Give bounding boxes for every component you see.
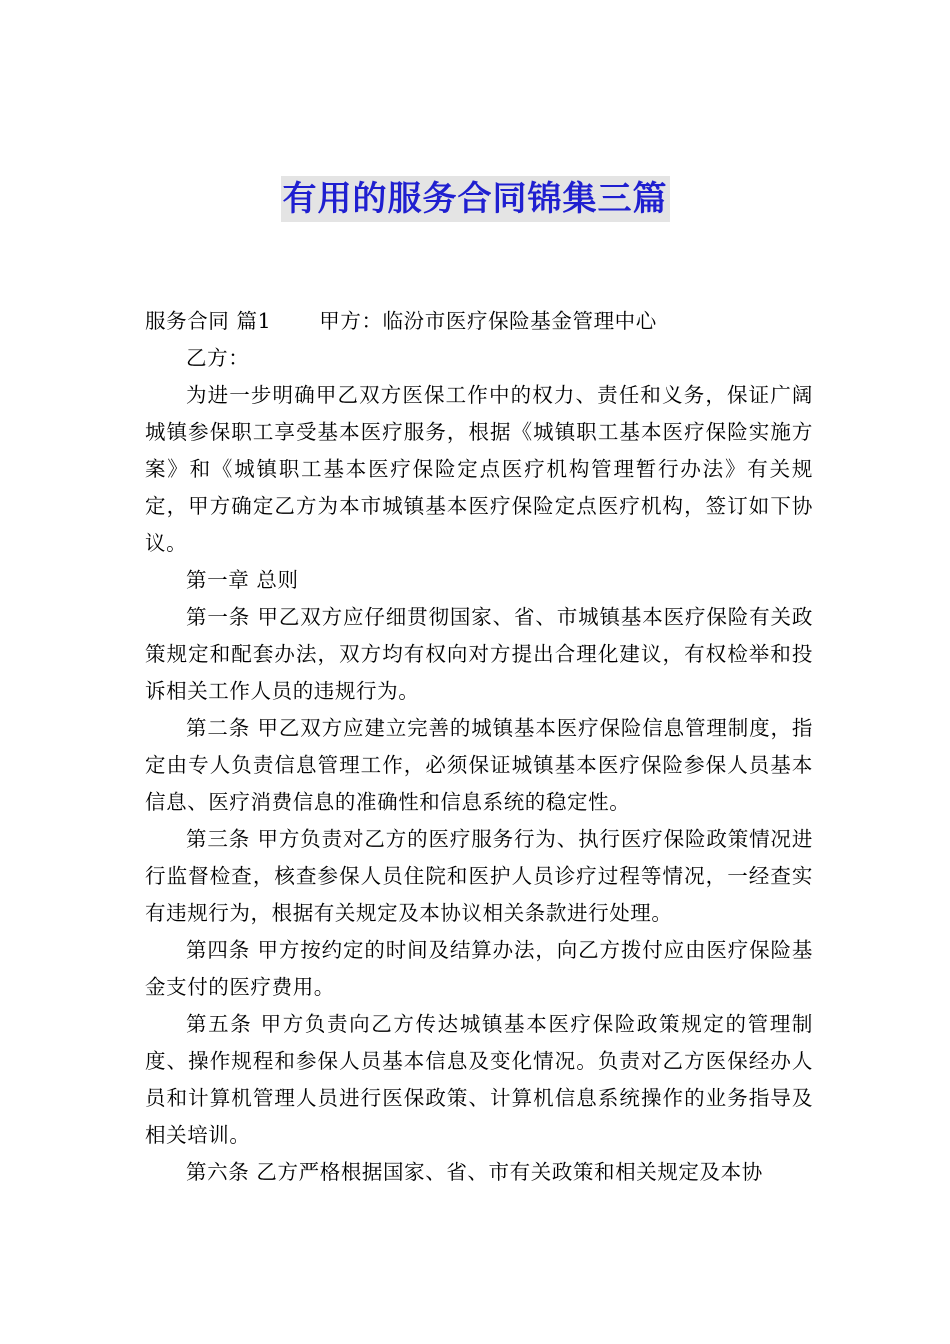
- article-5: 第五条 甲方负责向乙方传达城镇基本医疗保险政策规定的管理制度、操作规程和参保人员基本信息及变化情况。负责对乙方医保经办人员和计算机管理人员进行医保政策、计算机信息系统操作的业务指导及相关培训。: [145, 1012, 813, 1147]
- first-line: [145, 303, 813, 340]
- section-heading: 服务合同 篇1: [145, 309, 272, 333]
- title-container: [0, 176, 950, 222]
- paragraph-preamble: 为进一步明确甲乙双方医保工作中的权力、责任和义务，保证广阔城镇参保职工享受基本医疗服务，根据《城镇职工基本医疗保险实施方案》和《城镇职工基本医疗保险定点医疗机构管理暂行办法》有关规定，甲方确定乙方为本市城镇基本医疗保险定点医疗机构，签订如下协议。: [145, 383, 813, 555]
- party-a: 甲方：临汾市医疗保险基金管理中心: [319, 309, 657, 333]
- document-title: 有用的服务合同锦集三篇: [281, 176, 670, 222]
- article-3: 第三条 甲方负责对乙方的医疗服务行为、执行医疗保险政策情况进行监督检查，核查参保人员住院和医护人员诊疗过程等情况，一经查实有违规行为，根据有关规定及本协议相关条款进行处理。: [145, 827, 813, 925]
- party-b: 乙方：: [186, 346, 250, 370]
- article-2: 第二条 甲乙双方应建立完善的城镇基本医疗保险信息管理制度，指定由专人负责信息管理工作，必须保证城镇基本医疗保险参保人员基本信息、医疗消费信息的准确性和信息系统的稳定性。: [145, 716, 813, 814]
- article-4: 第四条 甲方按约定的时间及结算办法，向乙方拨付应由医疗保险基金支付的医疗费用。: [145, 938, 813, 999]
- article-1: 第一条 甲乙双方应仔细贯彻国家、省、市城镇基本医疗保险有关政策规定和配套办法，双方均有权向对方提出合理化建议，有权检举和投诉相关工作人员的违规行为。: [145, 605, 813, 703]
- chapter-heading: 第一章 总则: [186, 568, 299, 592]
- article-6: 第六条 乙方严格根据国家、省、市有关政策和相关规定及本协: [186, 1160, 763, 1184]
- document-body: [145, 303, 813, 1191]
